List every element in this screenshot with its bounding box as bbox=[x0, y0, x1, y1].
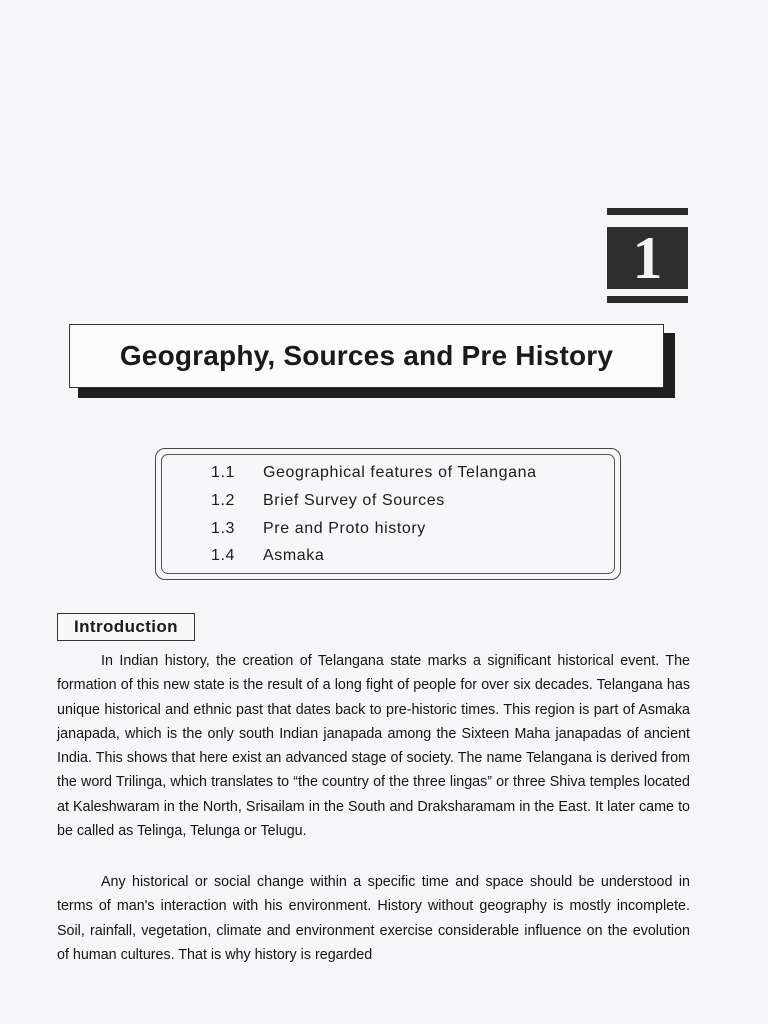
chapter-rule-top bbox=[607, 208, 688, 215]
contents-item-number: 1.4 bbox=[211, 547, 236, 564]
contents-item bbox=[211, 547, 324, 565]
body-paragraph: Any historical or social change within a specific time and space should be understood in terms of man's interaction with his environment. History without geography is mostly incomplete. Soil, rainfall, vegetation, climate and environment exercise considerable influence on the evolution of human cultures. That is why history is regarded bbox=[57, 874, 690, 963]
contents-item bbox=[211, 464, 537, 482]
contents-item-label: Asmaka bbox=[263, 547, 325, 564]
chapter-title: Geography, Sources and Pre History bbox=[119, 340, 614, 371]
introduction-heading: Introduction bbox=[57, 613, 195, 641]
contents-item-number: 1.3 bbox=[211, 520, 236, 537]
contents-item bbox=[211, 492, 445, 510]
contents-box bbox=[155, 448, 621, 580]
chapter-title-box bbox=[69, 324, 664, 388]
contents-item-number: 1.1 bbox=[211, 464, 236, 481]
contents-item-label: Pre and Proto history bbox=[263, 520, 426, 537]
chapter-number: 1 bbox=[607, 227, 688, 289]
contents-item-label: Brief Survey of Sources bbox=[263, 492, 445, 509]
body-paragraph: In Indian history, the creation of Telangana state marks a significant historical event. The formation of this new state is the result of a long fight of people for over six decades. Telangana has unique historical and ethnic past that dates back to pre-historic times. This region is part of Asmaka janapada, which is the only south Indian janapada among the Sixteen Maha janapadas of ancient India. This shows that here exist an advanced stage of society. The name Telangana is derived from the word Trilinga, which translates to “the country of the three lingas” or three Shiva temples located at Kaleshwaram in the North, Srisailam in the South and Draksharamam in the East. It later came to be called as Telinga, Telunga or Telugu. bbox=[57, 653, 690, 840]
contents-item bbox=[211, 520, 426, 538]
contents-item-label: Geographical features of Telangana bbox=[263, 464, 537, 481]
chapter-rule-bottom bbox=[607, 296, 688, 303]
contents-item-number: 1.2 bbox=[211, 492, 236, 509]
